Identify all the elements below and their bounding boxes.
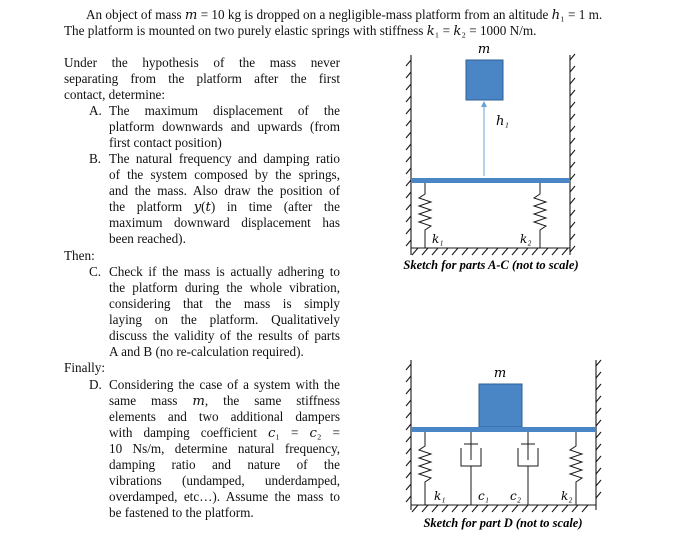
item-b-letter: B. — [89, 151, 102, 166]
fig2-platform — [411, 427, 596, 432]
fig1-left-wall — [406, 55, 411, 255]
fig2-caption: Sketch for part D (not to scale) — [423, 516, 583, 530]
item-c-letter: C. — [89, 264, 102, 279]
item-a-letter: A. — [89, 103, 102, 118]
item-d-letter: D. — [89, 377, 102, 392]
fig2-damper-c2 — [518, 432, 538, 505]
item-d-text: Considering the case of a system with the same mass 𝑚, the same stiffness elements and two additional dampers with damping coefficient 𝑐₁ = 𝑐₂ = 10 Ns/m, determine natural frequency, damping ratio and nature of the vibrations (undamped, underdamped, overdamped, etc…). Assume the mass to be fastened to the platform. — [109, 377, 340, 520]
fig1-caption: Sketch for parts A-C (not to scale) — [403, 258, 579, 272]
finally-label: Finally: — [64, 360, 106, 375]
item-b-text: The natural frequency and damping ratio of the system composed by the springs, and the mass. Also draw the position of the platform 𝑦(𝑡) in time (after the maximum downward displacement has been reached). — [109, 151, 340, 246]
fig2-ground — [411, 505, 596, 512]
fig1-platform — [411, 178, 570, 183]
fig1-mass-label: 𝑚 — [477, 41, 491, 56]
figure-2 — [406, 360, 601, 530]
fig1-spring-k1 — [419, 183, 431, 248]
fig1-right-wall — [570, 54, 575, 255]
fig2-c1-label: 𝑐₁ — [478, 489, 489, 503]
fig1-spring-k2 — [534, 183, 546, 248]
hypothesis-paragraph: Under the hypothesis of the mass never separating from the platform after the first contact, determine: — [64, 55, 340, 102]
fig2-spring-k1 — [419, 432, 431, 505]
fig2-c2-label: 𝑐₂ — [510, 489, 521, 503]
intro-line-1: An object of mass 𝑚 = 10 kg is dropped on a negligible-mass platform from an altitude ℎ₁ = 1 m. — [86, 7, 603, 22]
intro-line-2: The platform is mounted on two purely elastic springs with stiffness 𝑘₁ = 𝑘₂ = 1000 N/m. — [64, 23, 537, 38]
fig1-height-label: ℎ₁ — [496, 113, 509, 128]
fig1-ground — [411, 248, 570, 255]
fig2-right-wall — [596, 360, 601, 510]
then-label: Then: — [64, 248, 95, 263]
item-c-text: Check if the mass is actually adhering to the platform during the whole vibration, considering that the mass is simply laying on the platform. Qualitatively discuss the validity of the results of parts A and B (no re-calculation required). — [109, 264, 340, 359]
fig2-k2-label: 𝑘₂ — [561, 489, 573, 503]
fig1-k1-label: 𝑘₁ — [432, 232, 444, 246]
fig1-k2-label: 𝑘₂ — [520, 232, 532, 246]
fig2-k1-label: 𝑘₁ — [434, 489, 446, 503]
fig1-mass — [466, 60, 503, 100]
fig2-mass-label: 𝑚 — [493, 365, 507, 380]
item-a-text: The maximum displacement of the platform downwards and upwards (from first contact position) — [109, 103, 340, 150]
figure-1 — [403, 41, 578, 272]
fig2-left-wall — [406, 360, 411, 510]
fig2-mass — [479, 384, 522, 427]
